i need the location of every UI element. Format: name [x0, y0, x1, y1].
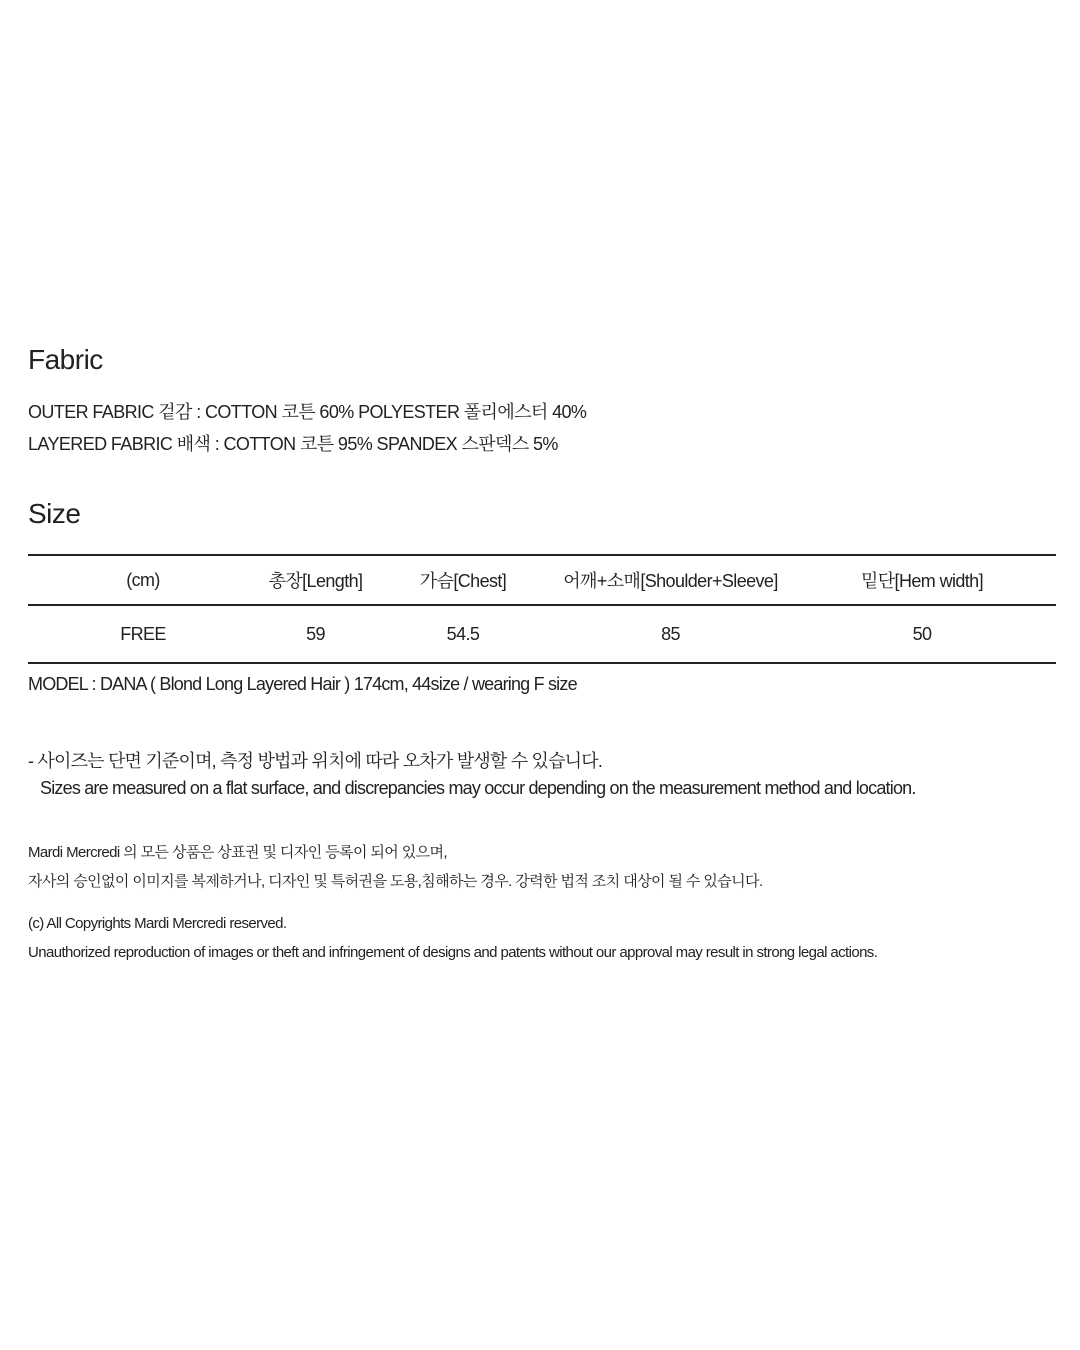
model-info: MODEL : DANA ( Blond Long Layered Hair ) 174cm, 44size / wearing F size — [28, 674, 577, 694]
legal-spacer — [28, 896, 1056, 909]
header-hem-width: 밑단[Hem width] — [860, 571, 983, 591]
size-notes — [28, 748, 1056, 802]
size-table — [28, 554, 1056, 664]
table-row — [28, 605, 1056, 663]
legal-korean-line-2: 자사의 승인없이 이미지를 복제하거나, 디자인 및 특허권을 도용,침해하는 경우. 강력한 법적 조치 대상이 될 수 있습니다. — [28, 873, 763, 890]
header-length: 총장[Length] — [268, 571, 363, 591]
cell-length: 59 — [306, 623, 325, 644]
legal-notice — [28, 838, 1056, 967]
fabric-composition — [28, 396, 1056, 460]
fabric-title: Fabric — [28, 344, 103, 375]
size-title: Size — [28, 498, 81, 529]
product-info-page — [28, 340, 1056, 967]
cell-chest: 54.5 — [446, 623, 480, 644]
size-table-header-row — [28, 555, 1056, 605]
layered-fabric-line: LAYERED FABRIC 배색 : COTTON 코튼 95% SPANDEX 스판덱스 5% — [28, 434, 558, 454]
copyright-line: (c) All Copyrights Mardi Mercredi reserved. — [28, 915, 287, 932]
cell-size: FREE — [120, 623, 166, 644]
header-unit: (cm) — [126, 569, 160, 590]
legal-korean-line-1: Mardi Mercredi 의 모든 상품은 상표권 및 디자인 등록이 되어 있으며, — [28, 844, 447, 861]
legal-english-line: Unauthorized reproduction of images or theft and infringement of designs and patents without our approval may result in strong legal actions. — [28, 944, 878, 961]
cell-shoulder-sleeve: 85 — [661, 623, 680, 644]
size-note-english: Sizes are measured on a flat surface, and discrepancies may occur depending on the measurement method and location. — [40, 778, 916, 798]
header-shoulder-sleeve: 어깨+소매[Shoulder+Sleeve] — [563, 571, 778, 591]
header-chest: 가슴[Chest] — [419, 571, 507, 591]
outer-fabric-line: OUTER FABRIC 겉감 : COTTON 코튼 60% POLYESTER 폴리에스터 40% — [28, 402, 587, 422]
cell-hem-width: 50 — [912, 623, 932, 644]
size-note-korean: - 사이즈는 단면 기준이며, 측정 방법과 위치에 따라 오차가 발생할 수 있습니다. — [28, 751, 603, 771]
